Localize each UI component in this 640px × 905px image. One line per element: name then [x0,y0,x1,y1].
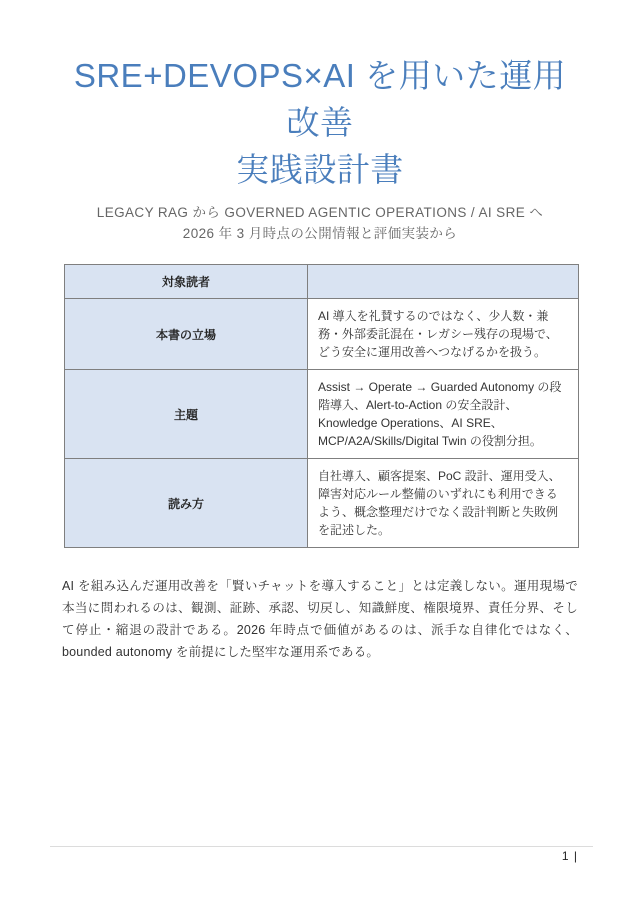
page-title [62,52,578,193]
page-title-line-2: 実践設計書 [236,151,404,188]
page-subtitle-line-2: 2026 年 3 月時点の公開情報と評価実装から [182,226,458,241]
table-row-label: 主題 [65,370,308,459]
table-row [65,299,579,370]
table-row-label: 読み方 [65,459,308,548]
table-row-value: 自社導入、顧客提案、PoC 設計、運用受入、障害対応ルール整備のいずれにも利用できるよう、概念整理だけでなく設計判断と失敗例を記述した。 [308,459,579,548]
table-row-value [308,265,579,299]
table-row-value: Assist → Operate → Guarded Autonomy の段階導入、Alert-to-Action の安全設計、Knowledge Operations、AI SRE、MCP/A2A/Skills/Digital Twin の役割分担。 [308,370,579,459]
page-subtitle [62,202,578,244]
lead-paragraph: AI を組み込んだ運用改善を「賢いチャットを導入すること」とは定義しない。運用現場で本当に問われるのは、観測、証跡、承認、切戻し、知識鮮度、権限境界、責任分界、そして停止・縮退の設計である。2026 年時点で価値があるのは、派手な自律化ではなく、bounded autonomy を前提にした堅牢な運用系である。 [62,579,578,659]
document-header [62,0,578,244]
page-subtitle-line-1: LEGACY RAG から GOVERNED AGENTIC OPERATIONS / AI SRE へ [96,205,544,220]
page-title-line-1: SRE+DEVOPS×AI を用いた運用改善 [73,57,567,141]
table-row-label: 対象読者 [65,265,308,299]
table-row-label: 本書の立場 [65,299,308,370]
table-row-value: AI 導入を礼賛するのではなく、少人数・兼務・外部委託混在・レガシー残存の現場で、どう安全に運用改善へつなげるかを扱う。 [308,299,579,370]
footer-divider [50,846,593,847]
table-row [65,265,579,299]
page-number: 1 | [561,849,578,863]
document-info-table [64,264,579,548]
table-row [65,370,579,459]
table-row [65,459,579,548]
